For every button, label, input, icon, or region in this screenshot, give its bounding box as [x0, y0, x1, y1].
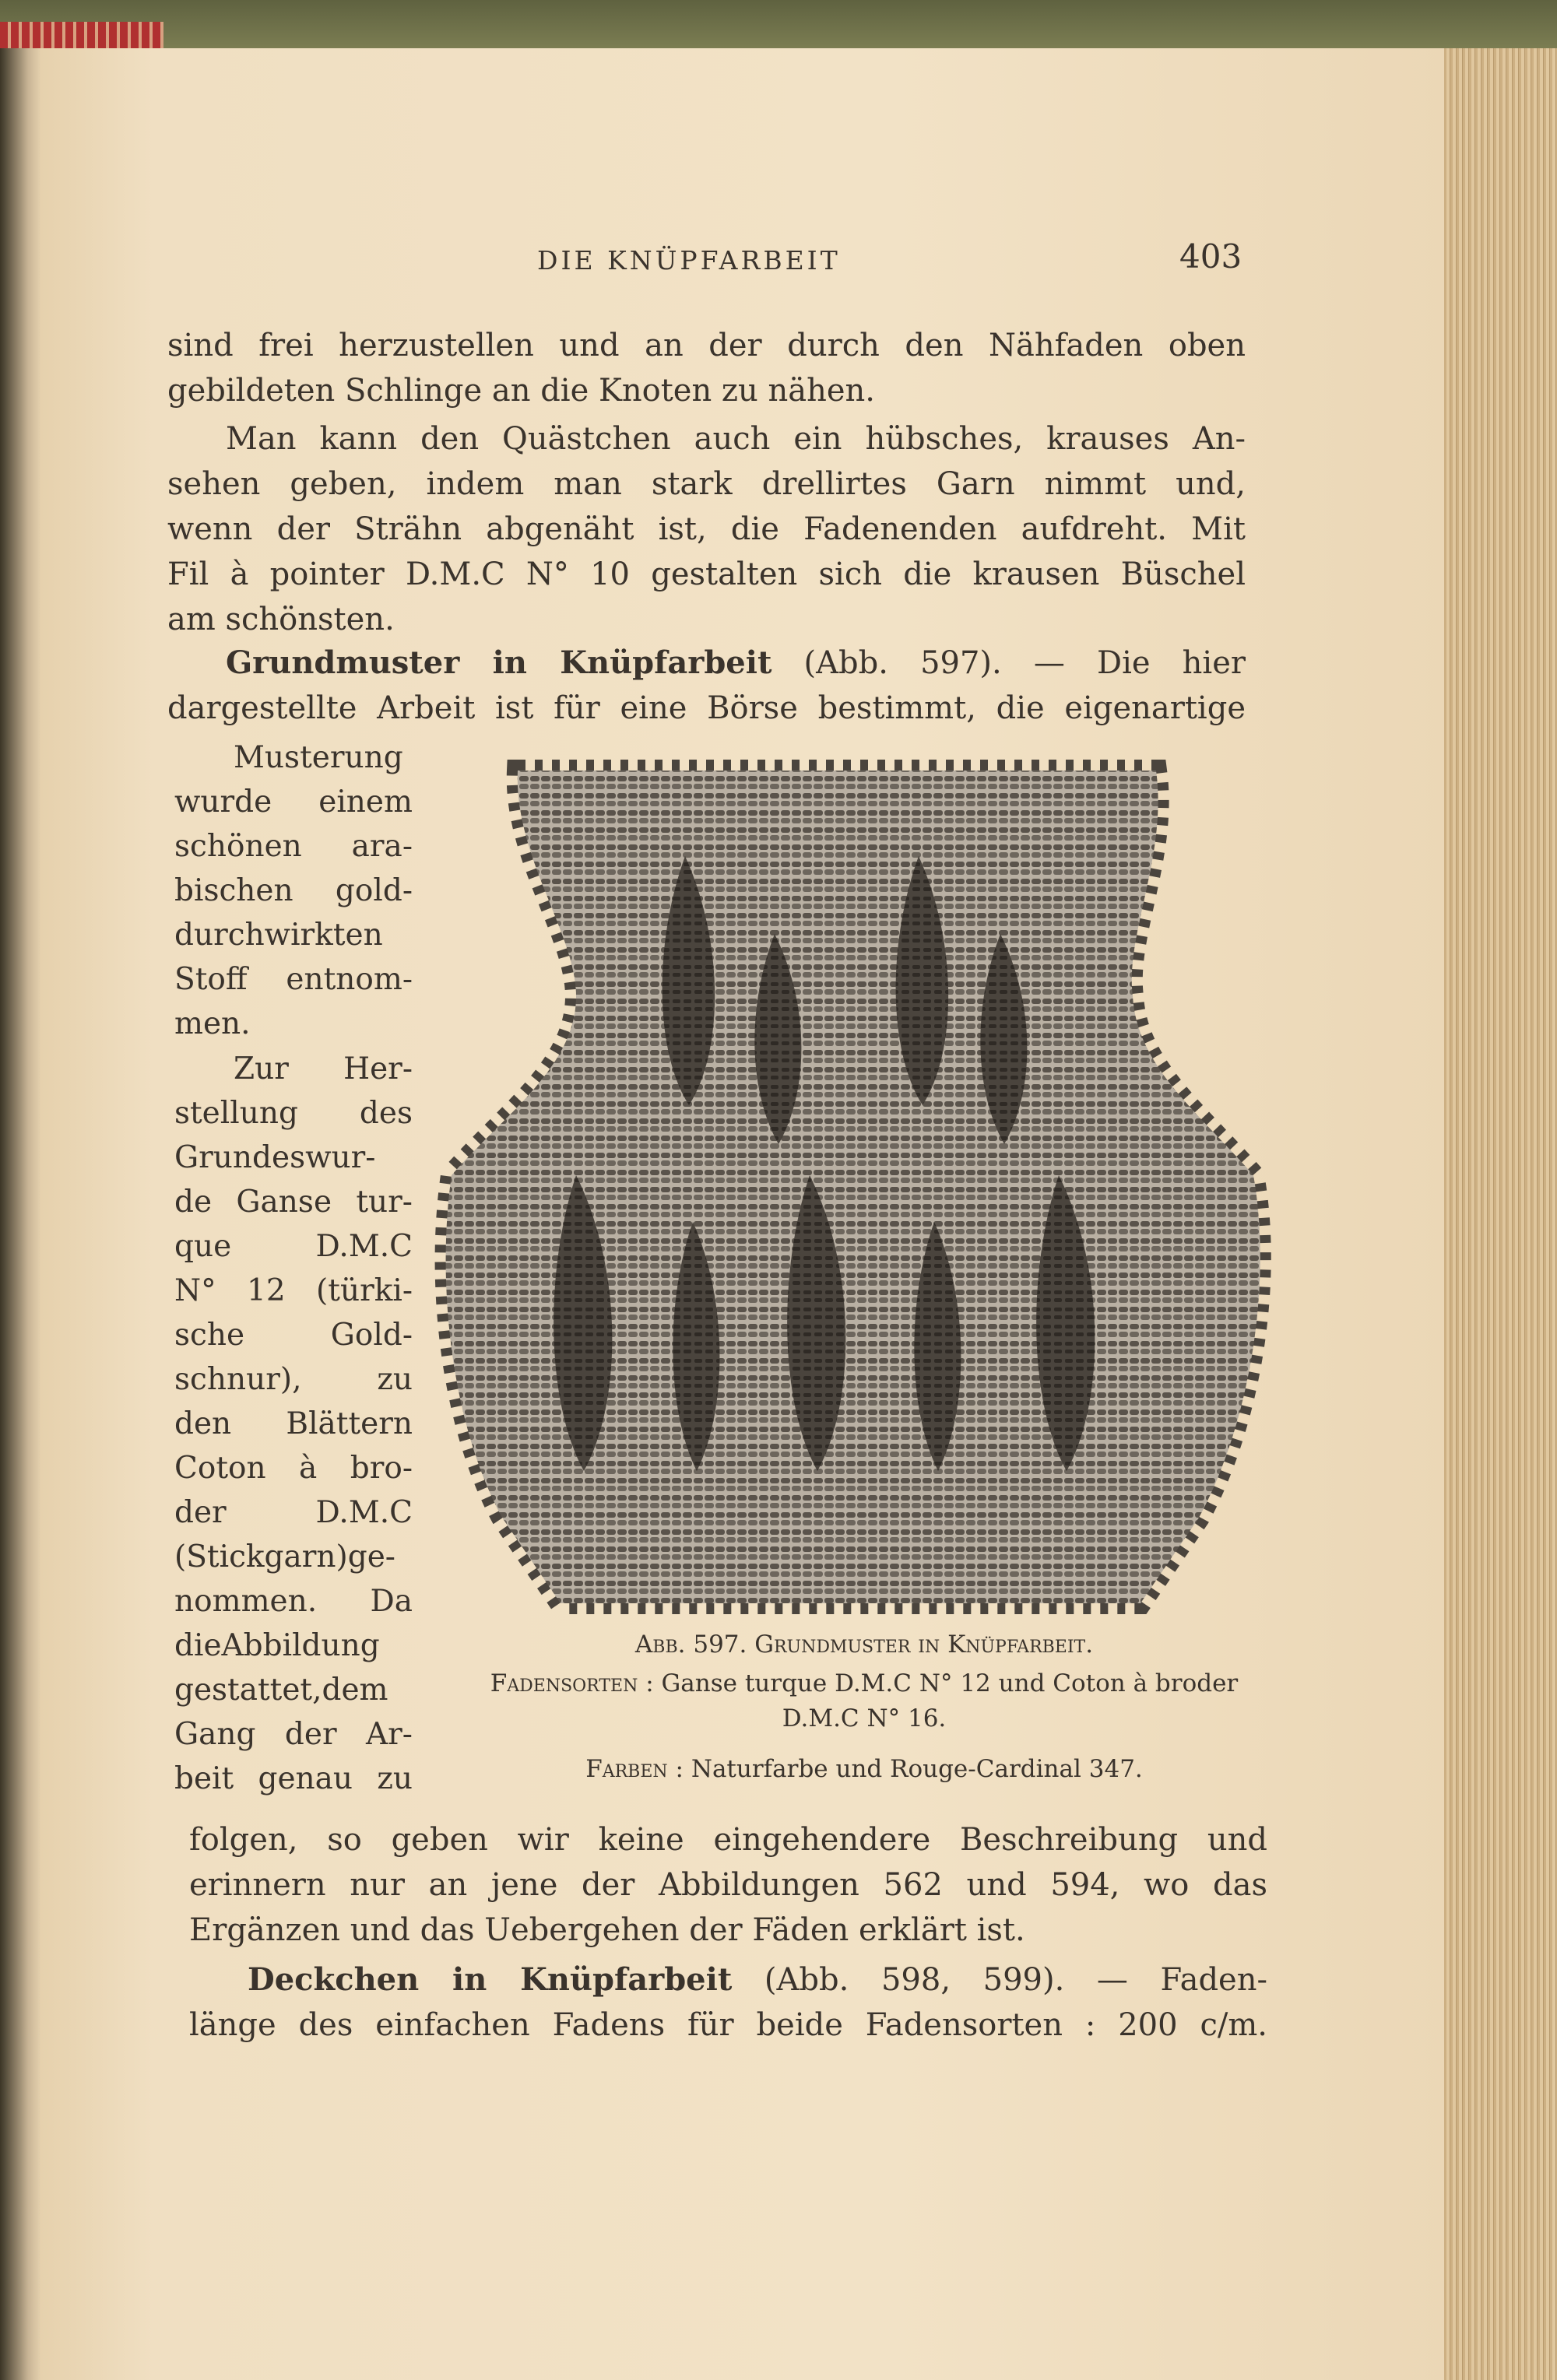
text-line: den Blättern [174, 1406, 413, 1441]
text-line: wurde einem [174, 785, 413, 820]
caption-colors-text: Naturfarbe und Rouge-Cardinal 347. [683, 1755, 1143, 1783]
text-line: schnur), zu [174, 1362, 413, 1397]
figure-caption-threads [436, 1669, 1292, 1697]
text-line: Fil à pointer D.M.C N° 10 gestalten sich die krausen Büschel [167, 556, 1246, 592]
text-line: Gang der Ar- [174, 1717, 413, 1752]
text-line: (Abb. 597). — Die hier [771, 645, 1246, 681]
text-line: länge des einfachen Fadens für beide Fadensorten : 200 c/m. [189, 2007, 1267, 2043]
text-line: dieAbbildung [174, 1628, 380, 1663]
text-line: (Stickgarn)ge- [174, 1539, 395, 1574]
text-line: dargestellte Arbeit ist für eine Börse bestimmt, die eigenartige [167, 690, 1246, 726]
text-line: bischen gold- [174, 873, 413, 908]
section-heading-line [248, 1961, 1267, 1999]
text-line: Musterung [234, 740, 403, 775]
text-line: sind frei herzustellen und an der durch den Nähfaden oben [167, 328, 1246, 363]
text-line: gestattet,dem [174, 1673, 388, 1708]
text-line: der D.M.C [174, 1495, 413, 1530]
text-line: wenn der Strähn abgenäht ist, die Fadenenden aufdreht. Mit [167, 511, 1246, 547]
text-line: de Ganse tur- [174, 1185, 413, 1220]
text-line: sche Gold- [174, 1318, 413, 1353]
text-line: men. [174, 1006, 251, 1041]
text-line: stellung des [174, 1096, 413, 1131]
text-line: sehen geben, indem man stark drellirtes Garn nimmt und, [167, 466, 1246, 502]
text-line: que D.M.C [174, 1229, 413, 1264]
text-line: Man kann den Quästchen auch ein hübsches, krauses An- [226, 421, 1246, 457]
caption-colors-label: Farben : [585, 1755, 684, 1783]
text-line: Stoff entnom- [174, 962, 413, 997]
section-heading: Deckchen in Knüpfarbeit [248, 1961, 733, 1998]
book-cover-edge [0, 0, 1557, 48]
figure-caption-colors [436, 1755, 1292, 1783]
text-line: folgen, so geben wir keine eingehendere Beschreibung und [189, 1822, 1267, 1858]
text-line: beit genau zu [174, 1761, 413, 1796]
text-line: schönen ara- [174, 829, 413, 864]
figure-purse-pattern [420, 739, 1292, 1627]
text-line: N° 12 (türki- [174, 1273, 413, 1308]
text-line: Zur Her- [234, 1051, 413, 1086]
figure-caption-title [436, 1631, 1292, 1659]
text-line: am schönsten. [167, 602, 395, 637]
caption-threads-text: Ganse turque D.M.C N° 12 und Coton à broder [653, 1669, 1239, 1697]
figure-caption-threads-2: D.M.C N° 16. [782, 1704, 947, 1732]
text-line: nommen. Da [174, 1584, 413, 1619]
text-line: (Abb. 598, 599). — Faden- [732, 1962, 1267, 1998]
text-line: gebildeten Schlinge an die Knoten zu nähen. [167, 373, 876, 409]
text-line: erinnern nur an jene der Abbildungen 562 und 594, wo das [189, 1867, 1267, 1903]
caption-threads-label: Fadensorten : [490, 1669, 654, 1697]
section-heading: Grundmuster in Knüpfarbeit [226, 644, 772, 681]
caption-title-text: Abb. 597. Grundmuster in Knüpfarbeit. [634, 1631, 1094, 1659]
text-line: Coton à bro- [174, 1451, 413, 1486]
text-line: Ergänzen und das Uebergehen der Fäden erklärt ist. [189, 1912, 1025, 1948]
page-stack-edge [1444, 48, 1557, 2380]
running-title: DIE KNÜPFARBEIT [537, 245, 841, 276]
left-page-edge [0, 48, 40, 2380]
section-heading-line [226, 644, 1246, 682]
page-number: 403 [1179, 237, 1242, 276]
text-line: durchwirkten [174, 918, 383, 953]
text-line: Grundeswur- [174, 1140, 376, 1175]
